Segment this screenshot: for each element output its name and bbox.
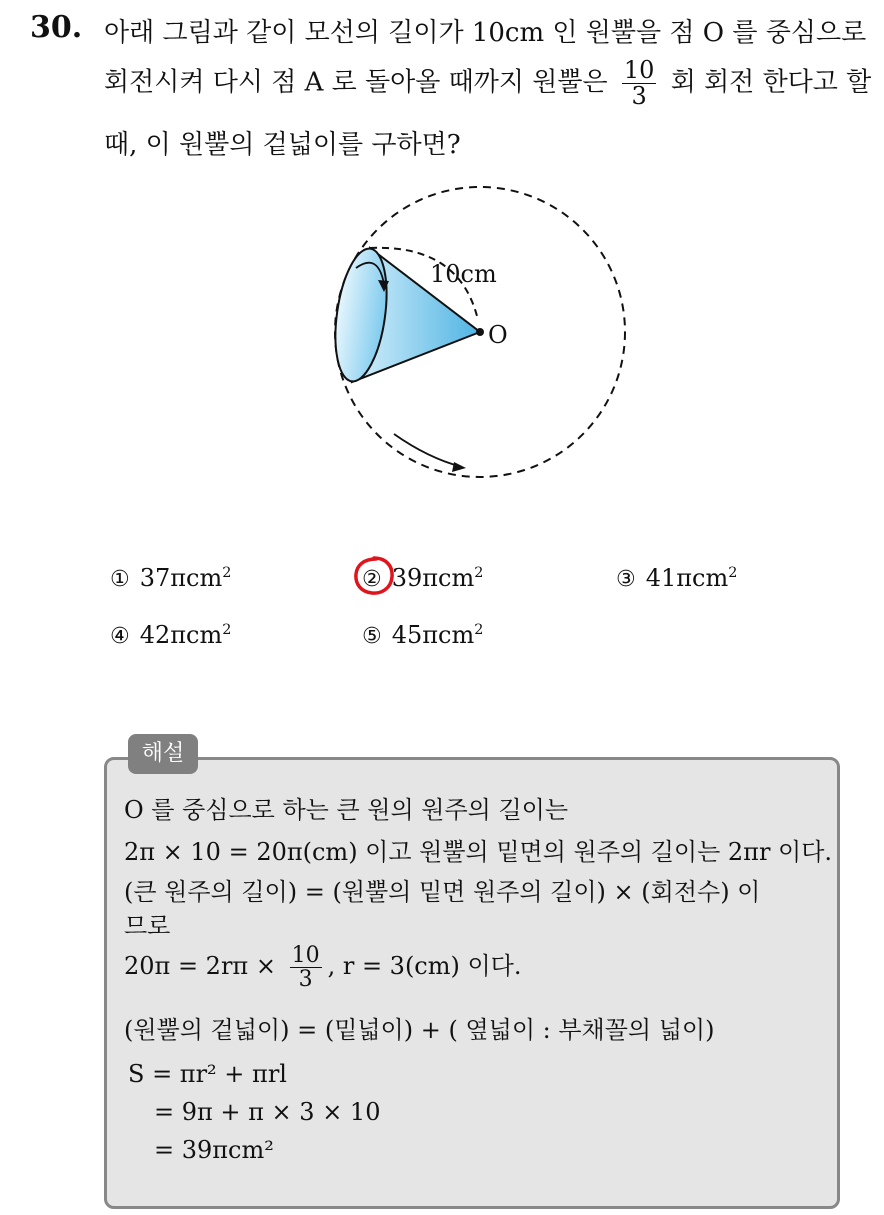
solution-line-9: = 39πcm² (154, 1136, 274, 1164)
choice-2-value: 39πcm (391, 564, 475, 592)
solution-fraction-denominator: 3 (298, 967, 313, 993)
solution-line-5 (124, 944, 522, 991)
choice-4-value: 42πcm (139, 621, 223, 649)
choice-2-exponent: 2 (474, 565, 484, 581)
choice-5[interactable] (362, 621, 483, 649)
solution-line-2: 2π × 10 = 20π(cm) 이고 원뿔의 밑면의 원주의 길이는 2πr 이다. (124, 838, 833, 866)
question-line-2 (104, 58, 871, 109)
question-line-2-start: 회전시켜 다시 점 A 로 돌아올 때까지 원뿔은 (104, 67, 608, 98)
solution-tab: 해설 (128, 734, 198, 774)
choice-4[interactable] (110, 621, 231, 649)
solution-line-5-end: , r = 3(cm) 이다. (327, 952, 522, 981)
question-line-1: 아래 그림과 같이 모선의 길이가 10cm 인 원뿔을 점 O 를 중심으로 (104, 18, 867, 48)
choice-3[interactable] (616, 564, 737, 592)
rotation-fraction-denominator: 3 (631, 82, 647, 111)
solution-line-5-start: 20π = 2rπ × (124, 952, 276, 981)
choice-5-value: 45πcm (391, 621, 475, 649)
solution-line-8: = 9π + π × 3 × 10 (154, 1098, 381, 1126)
solution-fraction-numerator: 10 (291, 943, 320, 968)
choice-5-marker: ⑤ (362, 624, 382, 649)
center-label: O (488, 321, 508, 349)
solution-line-4: 므로 (124, 912, 171, 940)
question-number: 30. (30, 10, 83, 45)
choice-3-marker: ③ (616, 567, 636, 592)
rotation-fraction-numerator: 10 (623, 56, 655, 84)
choice-3-exponent: 2 (728, 565, 738, 581)
rotation-fraction (622, 58, 657, 109)
center-point (476, 328, 484, 336)
question-line-3: 때, 이 원뿔의 겉넓이를 구하면? (104, 130, 461, 160)
solution-fraction (290, 944, 322, 991)
choice-1[interactable] (110, 564, 231, 592)
choice-1-exponent: 2 (222, 565, 232, 581)
length-label: 10cm (430, 260, 497, 288)
question-line-2-end: 회 회전 한다고 할 (670, 67, 872, 98)
solution-line-3: (큰 원주의 길이) = (원뿔의 밑면 원주의 길이) × (회전수) 이 (124, 878, 761, 906)
outer-rotation-arrowhead (452, 462, 466, 472)
cone-rotation-figure (320, 180, 640, 490)
choice-4-marker: ④ (110, 624, 130, 649)
outer-rotation-arrow (394, 434, 462, 467)
choice-1-marker: ① (110, 567, 130, 592)
choice-2-marker: ② (362, 567, 382, 592)
solution-line-7: S = πr² + πrl (128, 1060, 287, 1088)
choice-5-exponent: 2 (474, 622, 484, 638)
answer-check-circle (352, 554, 396, 598)
choice-1-value: 37πcm (139, 564, 223, 592)
choice-3-value: 41πcm (645, 564, 729, 592)
choice-4-exponent: 2 (222, 622, 232, 638)
solution-line-6: (원뿔의 겉넓이) = (밑넓이) + ( 옆넓이 : 부채꼴의 넓이) (124, 1016, 715, 1044)
solution-line-1: O 를 중심으로 하는 큰 원의 원주의 길이는 (124, 796, 569, 824)
